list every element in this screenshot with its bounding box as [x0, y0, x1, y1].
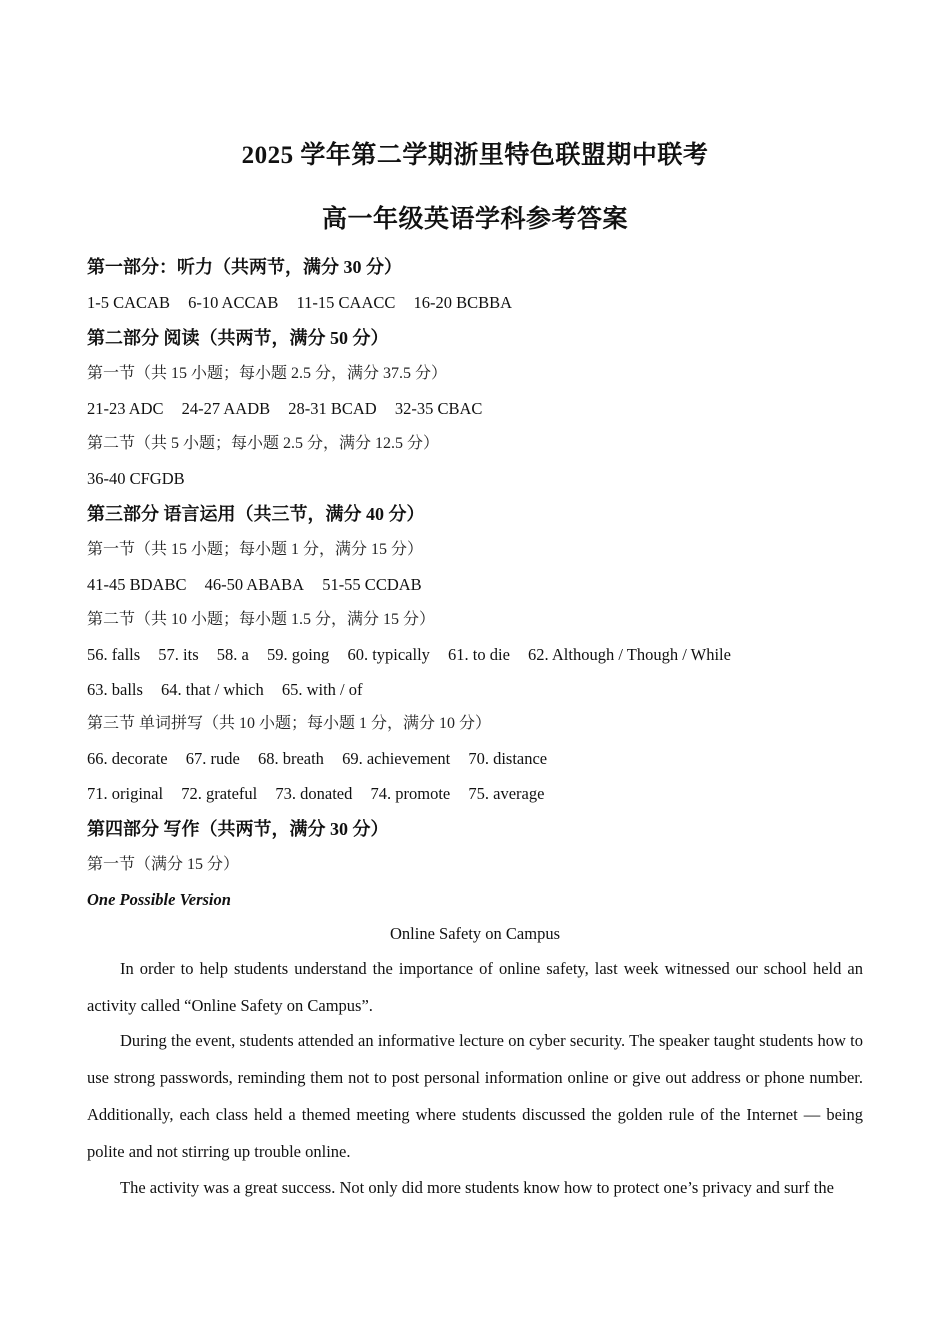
answer-group: 46-50 ABABA [204, 575, 305, 594]
answer-item: 62. Although / Though / While [528, 645, 731, 664]
answer-item: 69. achievement [342, 749, 451, 768]
part3-section1-label: 第一节（共 15 小题；每小题 1 分，满分 15 分） [87, 541, 424, 558]
answer-item: 66. decorate [87, 749, 168, 768]
part3-section3-label: 第三节 单词拼写（共 10 小题；每小题 1 分，满分 10 分） [87, 715, 492, 732]
essay-paragraph: The activity was a great success. Not only did more students know how to protect one’s privacy and surf the [120, 1178, 834, 1197]
answer-group: 1-5 CACAB [87, 293, 170, 312]
part4-heading: 第四部分 写作（共两节，满分 30 分） [87, 819, 389, 839]
part4-section1-label: 第一节（满分 15 分） [87, 856, 240, 873]
answer-group: 16-20 BCBBA [413, 293, 513, 312]
answer-item: 56. falls [87, 645, 141, 664]
answer-item: 65. with / of [281, 680, 363, 699]
answer-item: 70. distance [468, 749, 548, 768]
part3-section3-row2 [87, 783, 544, 805]
part2-section1-answers [87, 398, 482, 420]
part3-section3-row1 [87, 748, 547, 770]
essay-paragraph: In order to help students understand the importance of online safety, last week witnessed our school held an activity called “Online Safety on Campus”. [87, 959, 863, 1015]
answer-item: 74. promote [370, 784, 451, 803]
document-subtitle: 高一年级英语学科参考答案 [321, 206, 628, 233]
part2-section1-label: 第一节（共 15 小题；每小题 2.5 分，满分 37.5 分） [87, 365, 448, 382]
answer-item: 60. typically [347, 645, 430, 664]
answer-item: 61. to die [448, 645, 510, 664]
answer-group: 6-10 ACCAB [188, 293, 279, 312]
answer-item: 59. going [266, 645, 330, 664]
answer-group: 11-15 CAACC [296, 293, 396, 312]
answer-item: 67. rude [185, 749, 240, 768]
version-label: One Possible Version [87, 890, 231, 909]
part1-heading: 第一部分：听力（共两节，满分 30 分） [87, 257, 402, 277]
answer-item: 64. that / which [161, 680, 264, 699]
answer-group: 36-40 CFGDB [87, 469, 185, 488]
answer-item: 57. its [158, 645, 199, 664]
document-title: 2025 学年第二学期浙里特色联盟期中联考 [241, 142, 709, 169]
part3-heading: 第三部分 语言运用（共三节，满分 40 分） [87, 504, 425, 524]
answer-item: 73. donated [275, 784, 353, 803]
part3-section1-answers [87, 574, 422, 596]
answer-item: 71. original [87, 784, 164, 803]
part2-heading: 第二部分 阅读（共两节，满分 50 分） [87, 328, 389, 348]
part3-section2-row2 [87, 679, 363, 701]
part3-section2-label: 第二节（共 10 小题；每小题 1.5 分，满分 15 分） [87, 611, 436, 628]
answer-item: 72. grateful [181, 784, 258, 803]
essay-title: Online Safety on Campus [389, 924, 561, 943]
answer-item: 63. balls [87, 680, 143, 699]
part3-section2-row1 [87, 644, 731, 666]
answer-group: 51-55 CCDAB [322, 575, 422, 594]
part2-section2-label: 第二节（共 5 小题；每小题 2.5 分，满分 12.5 分） [87, 435, 440, 452]
part2-section2-answers [87, 468, 185, 490]
answer-group: 21-23 ADC [87, 399, 164, 418]
answer-group: 32-35 CBAC [394, 399, 483, 418]
answer-item: 75. average [468, 784, 545, 803]
answer-item: 68. breath [257, 749, 324, 768]
part1-answers [87, 292, 512, 314]
answer-group: 28-31 BCAD [288, 399, 377, 418]
answer-group: 41-45 BDABC [87, 575, 187, 594]
answer-item: 58. a [216, 645, 249, 664]
answer-group: 24-27 AADB [181, 399, 271, 418]
essay-paragraph: During the event, students attended an informative lecture on cyber security. The speaker taught students how to use strong passwords, reminding them not to post personal information online or give out address or phone number. Additionally, each class held a themed meeting where students discussed the golden rule of the Internet — being polite and not stirring up trouble online. [87, 1031, 863, 1161]
